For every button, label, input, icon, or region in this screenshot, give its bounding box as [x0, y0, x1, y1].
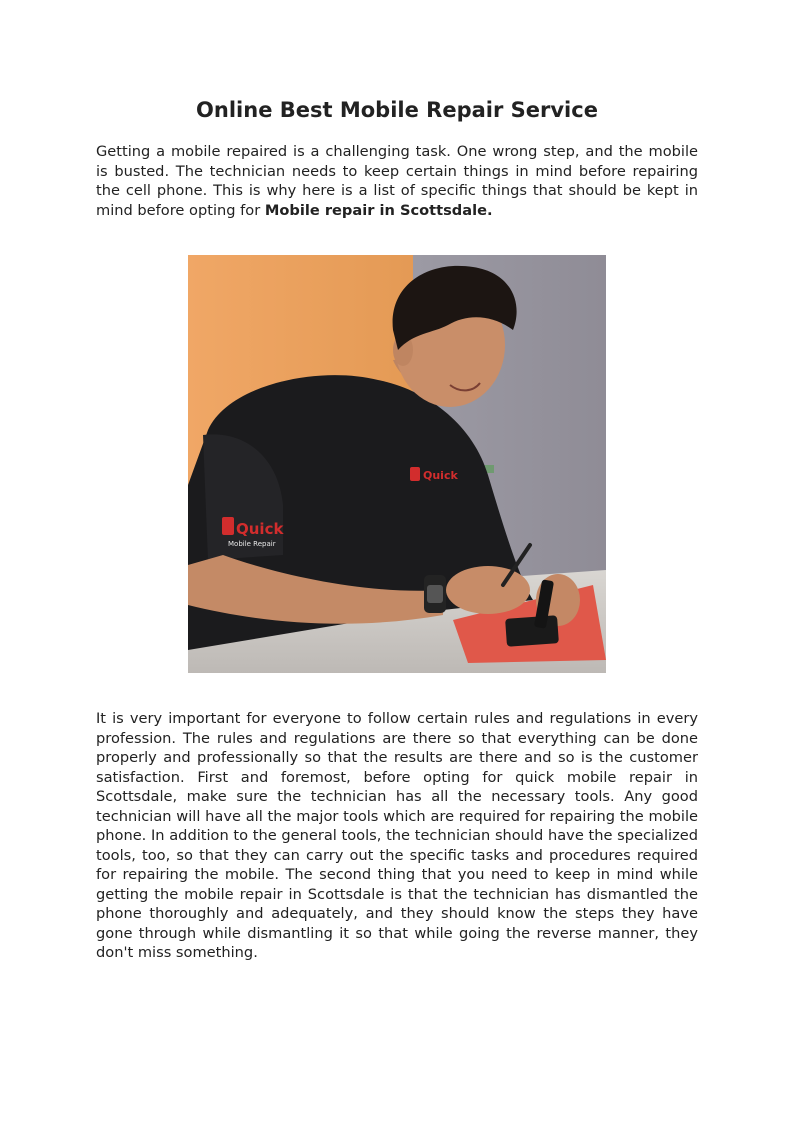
chest-logo-text: Quick: [423, 469, 458, 482]
technician-photo: [188, 255, 606, 673]
sleeve-logo-text: Quick: [236, 520, 284, 538]
intro-text: Getting a mobile repaired is a challenging task. One wrong step, and the mobile is busted. The technician needs to keep certain things in mind before repairing the cell phone. This is why here is a list of specific things that should be kept in mind before opting for: [96, 143, 698, 219]
intro-bold-text: Mobile repair in Scottsdale.: [264, 201, 493, 219]
phone: [505, 615, 559, 647]
intro-paragraph: [96, 142, 698, 220]
sleeve-logo-subtext: Mobile Repair: [228, 540, 276, 548]
body-paragraph: It is very important for everyone to follow certain rules and regulations in every profession. The rules and regulations are there so that everything can be done properly and professionally so that the results are there and so is the customer satisfaction. First and foremost, before opting for quick mobile repair in Scottsdale, make sure the technician has all the necessary tools. Any good technician will have all the major tools which are required for repairing the mobile phone. In addition to the general tools, the technician should have the specialized tools, too, so that they can carry out the specific tasks and procedures required for repairing the mobile. The second thing that you need to keep in mind while getting the mobile repair in Scottsdale is that the technician has dismantled the phone thoroughly and adequately, and they should know the steps they have gone through while dismantling it so that while going the reverse manner, they don't miss something.: [96, 710, 698, 961]
sleeve-logo-icon: [222, 517, 234, 535]
right-hand: [446, 566, 530, 614]
page-title: Online Best Mobile Repair Service: [196, 98, 598, 122]
chest-logo-icon: [410, 467, 420, 481]
